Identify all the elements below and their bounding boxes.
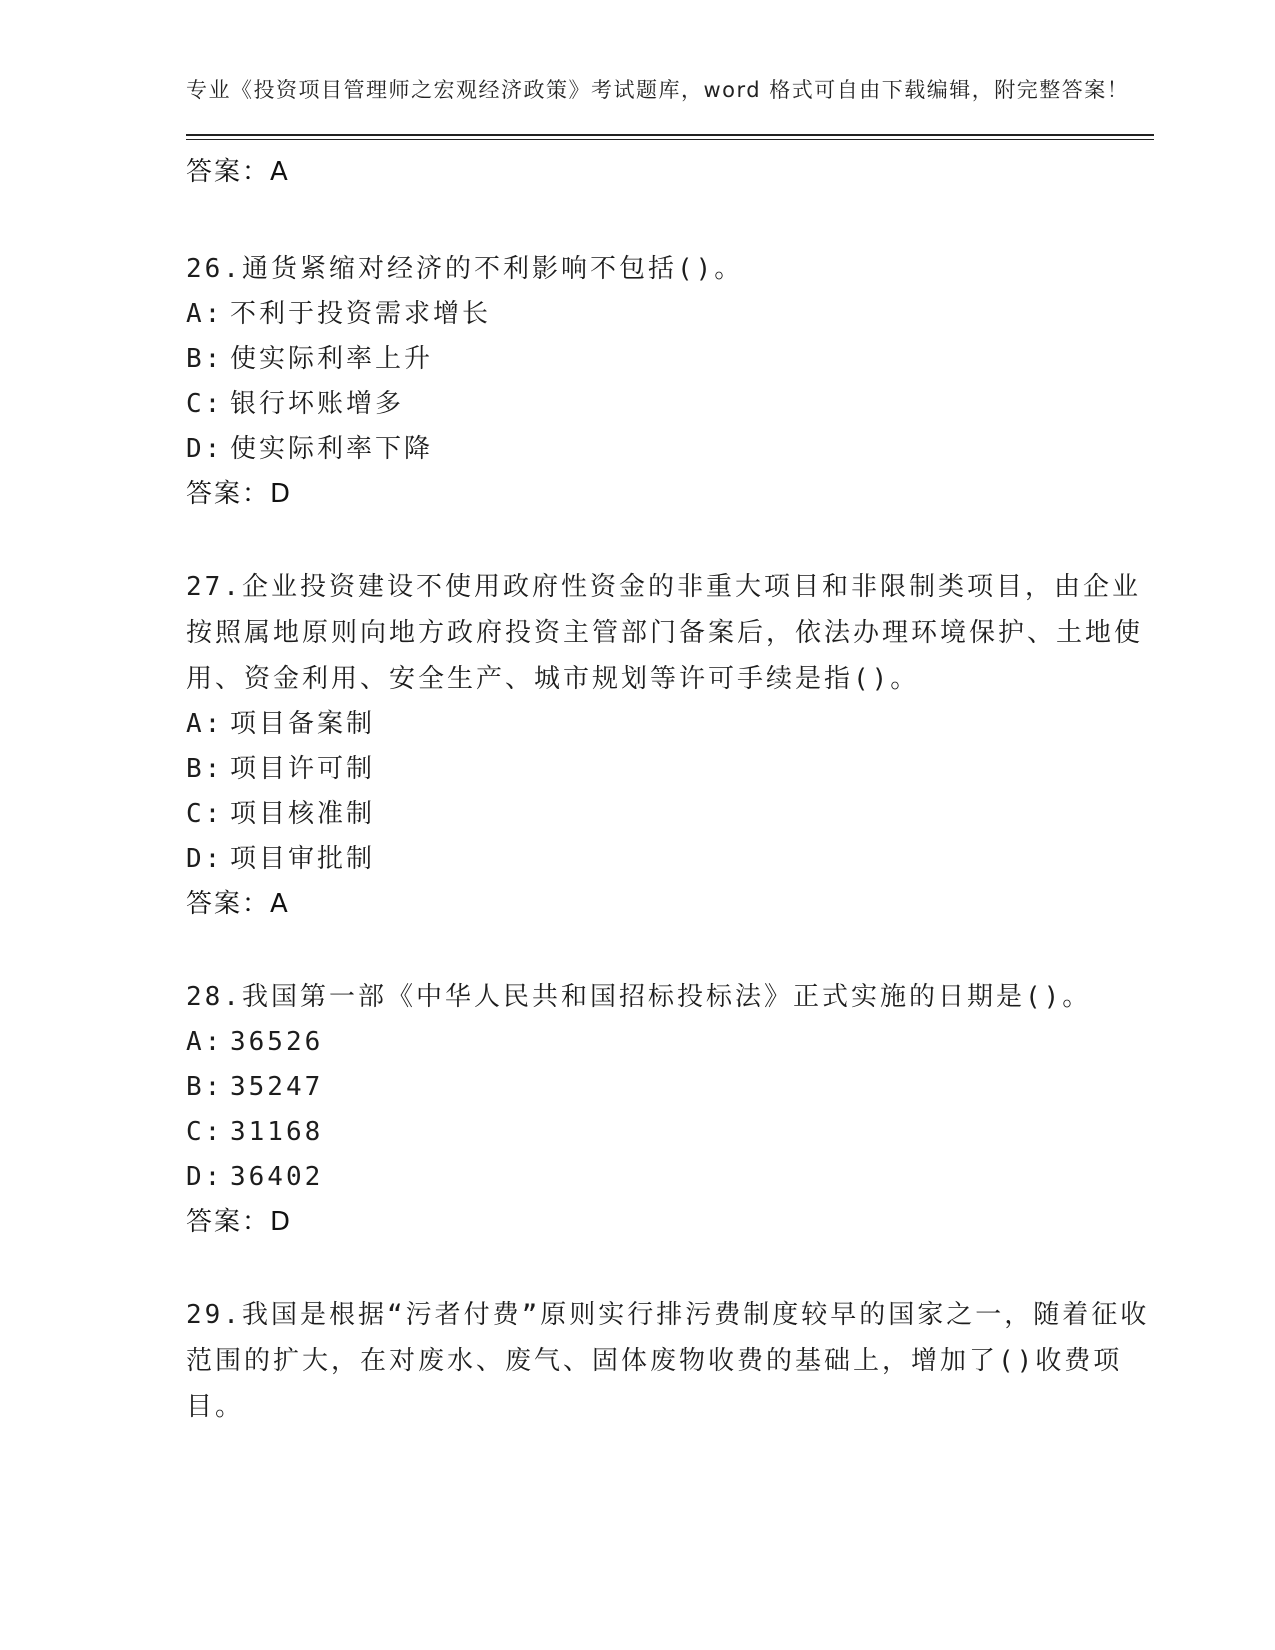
header-rule <box>186 134 1154 140</box>
document-header: 专业《投资项目管理师之宏观经济政策》考试题库，word 格式可自由下载编辑，附完整答案！ <box>186 78 1130 102</box>
answer-label: 答案： <box>186 1207 271 1237</box>
answer-label: 答案： <box>186 479 271 509</box>
option-d: D: 项目审批制 <box>186 844 376 874</box>
answer-label: 答案： <box>186 157 271 187</box>
question-number: 28. <box>186 982 242 1012</box>
question-text: 27.企业投资建设不使用政府性资金的非重大项目和非限制类项目，由企业按照属地原则向地方政府投资主管部门备案后，依法办理环境保护、土地使用、资金利用、安全生产、城市规划等许可手续是指()。 <box>186 572 1144 694</box>
option-c: C: 项目核准制 <box>186 799 376 829</box>
option-c: C: 银行坏账增多 <box>186 389 405 419</box>
option-c: C: 31168 <box>186 1117 324 1147</box>
question-text: 29.我国是根据“污者付费”原则实行排污费制度较早的国家之一，随着征收范围的扩大，在对废水、废气、固体废物收费的基础上，增加了()收费项目。 <box>186 1300 1150 1422</box>
answer-line <box>186 882 1154 926</box>
question-text: 26.通货紧缩对经济的不利影响不包括()。 <box>186 254 744 284</box>
question-text: 28.我国第一部《中华人民共和国招标投标法》正式实施的日期是()。 <box>186 982 1092 1012</box>
question-item <box>186 564 1154 926</box>
answer-value: D <box>270 1207 293 1237</box>
option-b: B: 35247 <box>186 1072 324 1102</box>
option-a: A: 36526 <box>186 1027 324 1057</box>
answer-value: A <box>270 157 290 187</box>
answer-label: 答案： <box>186 889 271 919</box>
document-page <box>186 74 1154 1430</box>
option-d: D: 使实际利率下降 <box>186 434 434 464</box>
answer-line <box>186 150 1154 194</box>
question-number: 26. <box>186 254 242 284</box>
question-number: 27. <box>186 572 242 602</box>
answer-line <box>186 1200 1154 1244</box>
question-item <box>186 974 1154 1244</box>
option-a: A: 项目备案制 <box>186 709 376 739</box>
option-a: A: 不利于投资需求增长 <box>186 299 492 329</box>
question-number: 29. <box>186 1300 242 1330</box>
answer-line <box>186 472 1154 516</box>
option-b: B: 项目许可制 <box>186 754 376 784</box>
option-d: D: 36402 <box>186 1162 324 1192</box>
question-item <box>186 246 1154 516</box>
answer-value: D <box>270 479 293 509</box>
option-b: B: 使实际利率上升 <box>186 344 434 374</box>
question-item <box>186 1292 1154 1430</box>
answer-value: A <box>270 889 290 919</box>
